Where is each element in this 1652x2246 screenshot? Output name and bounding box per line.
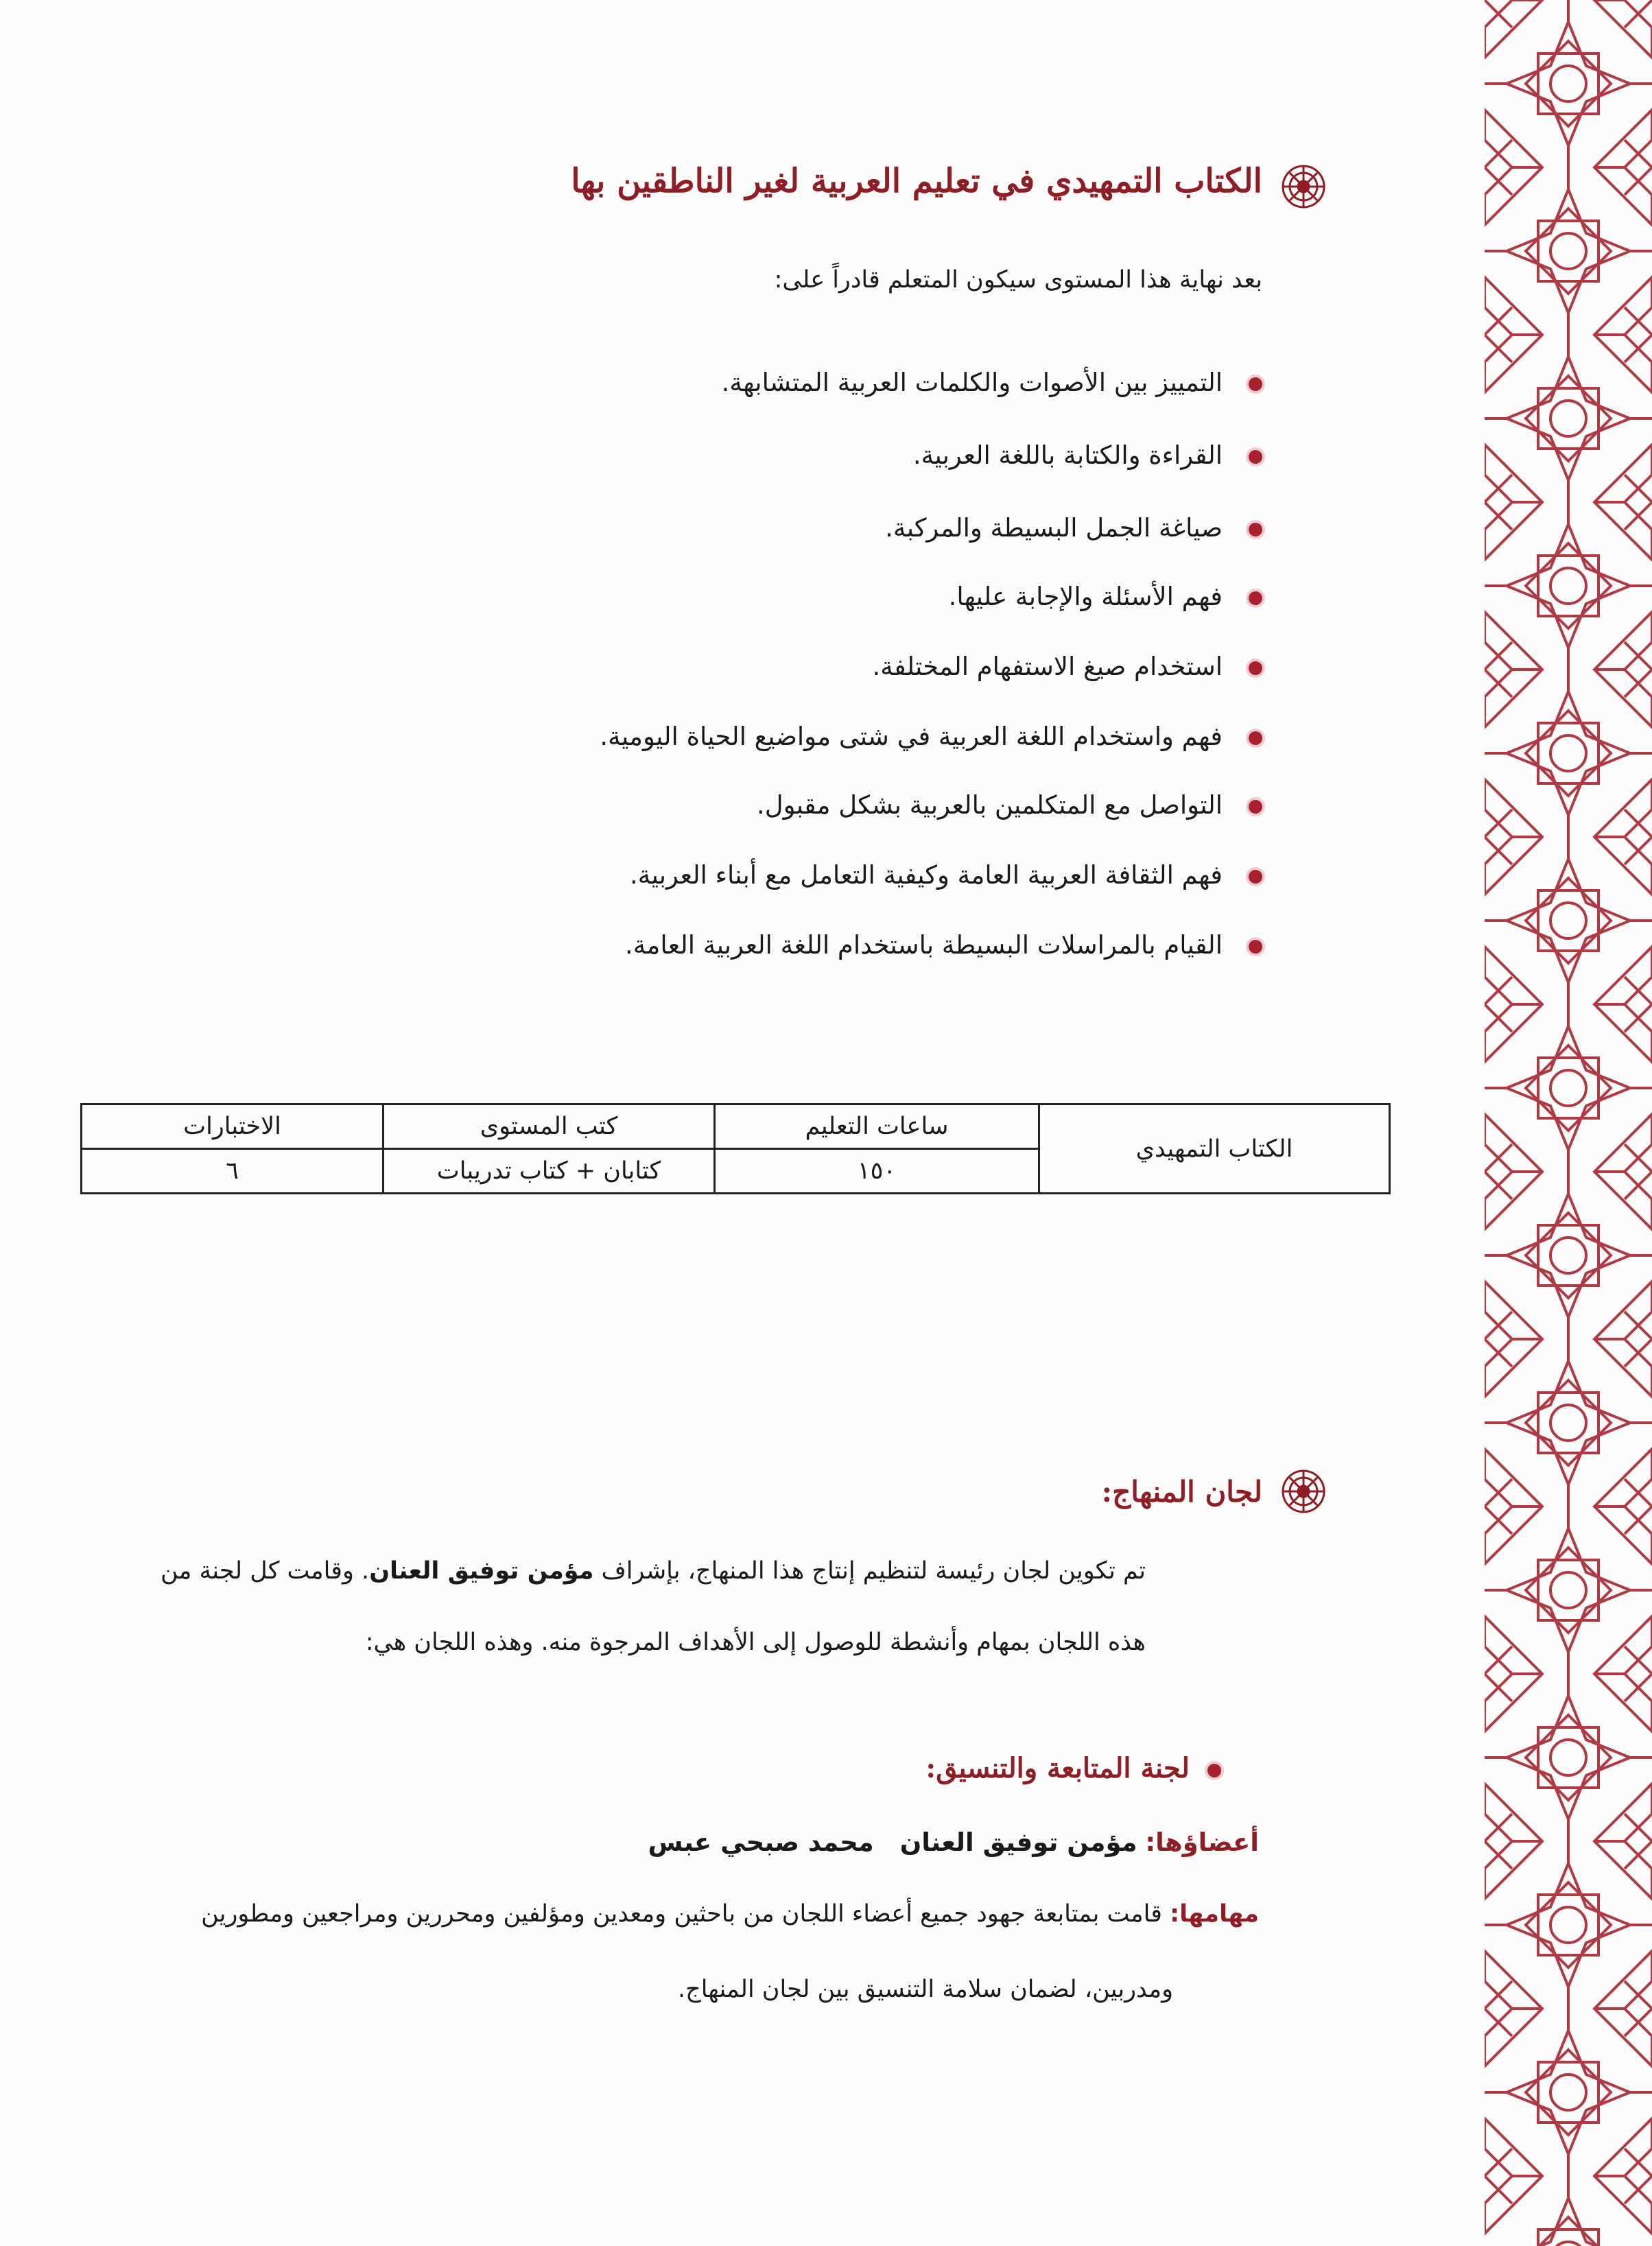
- list-item: [722, 368, 1262, 397]
- bullet-icon: [1249, 731, 1262, 745]
- list-item: [872, 652, 1262, 681]
- members-label: أعضاؤها:: [1145, 1828, 1259, 1857]
- rosette-icon: [1280, 163, 1327, 210]
- intro-text: بعد نهاية هذا المستوى سيكون المتعلم قادراً على:: [774, 266, 1262, 294]
- objective-text: القيام بالمراسلات البسيطة باستخدام اللغة العربية العامة.: [624, 930, 1223, 960]
- objective-text: فهم الأسئلة والإجابة عليها.: [948, 582, 1223, 611]
- bullet-icon: [1207, 1764, 1221, 1777]
- objective-text: فهم واستخدام اللغة العربية في شتى مواضيع الحياة اليومية.: [600, 722, 1223, 751]
- bullet-icon: [1249, 800, 1262, 814]
- supervisor-name: مؤمن توفيق العنان: [369, 1557, 594, 1585]
- table-header-cell: ساعات التعليم: [715, 1104, 1039, 1149]
- decorative-border: [1485, 0, 1652, 2246]
- table-cell: كتابان + كتاب تدريبات: [384, 1149, 715, 1194]
- para-text: . وقامت كل لجنة من: [161, 1557, 370, 1585]
- bullet-icon: [1249, 870, 1262, 884]
- bullet-icon: [1249, 940, 1262, 954]
- list-item: [913, 440, 1262, 470]
- section-title: الكتاب التمهيدي في تعليم العربية لغير الناطقين بها: [571, 162, 1262, 200]
- list-item: [757, 790, 1262, 820]
- list-item: [630, 860, 1262, 890]
- committees-paragraph: [161, 1557, 1146, 1585]
- para-text: تم تكوين لجان رئيسة لتنظيم إنتاج هذا المنهاج، بإشراف: [593, 1557, 1146, 1585]
- objective-text: القراءة والكتابة باللغة العربية.: [912, 440, 1223, 470]
- level-name-cell: الكتاب التمهيدي: [1039, 1104, 1390, 1194]
- objective-text: التمييز بين الأصوات والكلمات العربية المتشابهة.: [721, 368, 1223, 397]
- tasks-line-2: ومدربين، لضمان سلامة التنسيق بين لجان المنهاج.: [677, 1976, 1173, 2003]
- table-cell: ١٥٠: [715, 1149, 1039, 1194]
- table-header-cell: كتب المستوى: [384, 1104, 715, 1149]
- committees-title: لجان المنهاج:: [1101, 1475, 1262, 1509]
- bullet-icon: [1249, 591, 1262, 605]
- list-item: [625, 930, 1262, 960]
- objective-text: استخدام صيغ الاستفهام المختلفة.: [872, 652, 1223, 681]
- list-item: [885, 513, 1262, 543]
- bullet-icon: [1249, 661, 1262, 675]
- level-table: [80, 1103, 1391, 1194]
- tasks-text: قامت بمتابعة جهود جميع أعضاء اللجان من باحثين ومعدين ومؤلفين ومحررين ومراجعين ومطورين: [201, 1900, 1163, 1928]
- bullet-icon: [1249, 523, 1262, 536]
- subsection-title: [925, 1752, 1221, 1784]
- objective-text: فهم الثقافة العربية العامة وكيفية التعامل مع أبناء العربية.: [630, 860, 1223, 890]
- bullet-icon: [1249, 377, 1262, 391]
- tasks-label: مهامها:: [1170, 1900, 1259, 1928]
- list-item: [600, 722, 1262, 751]
- table-header-cell: الاختبارات: [82, 1104, 384, 1149]
- committees-paragraph-2: هذه اللجان بمهام وأنشطة للوصول إلى الأهداف المرجوة منه. وهذه اللجان هي:: [365, 1629, 1146, 1656]
- members-line: [648, 1828, 1259, 1857]
- member-name: محمد صبحي عبس: [648, 1828, 874, 1857]
- member-name: مؤمن توفيق العنان: [899, 1828, 1137, 1857]
- list-item: [949, 582, 1262, 611]
- subsection-title-text: لجنة المتابعة والتنسيق:: [925, 1752, 1190, 1784]
- bullet-icon: [1249, 450, 1262, 464]
- objective-text: صياغة الجمل البسيطة والمركبة.: [885, 513, 1223, 543]
- rosette-icon: [1280, 1468, 1327, 1515]
- objective-text: التواصل مع المتكلمين بالعربية بشكل مقبول.: [756, 790, 1223, 820]
- table-cell: ٦: [82, 1149, 384, 1194]
- tasks-line: [201, 1900, 1259, 1928]
- table-row: [82, 1104, 1390, 1149]
